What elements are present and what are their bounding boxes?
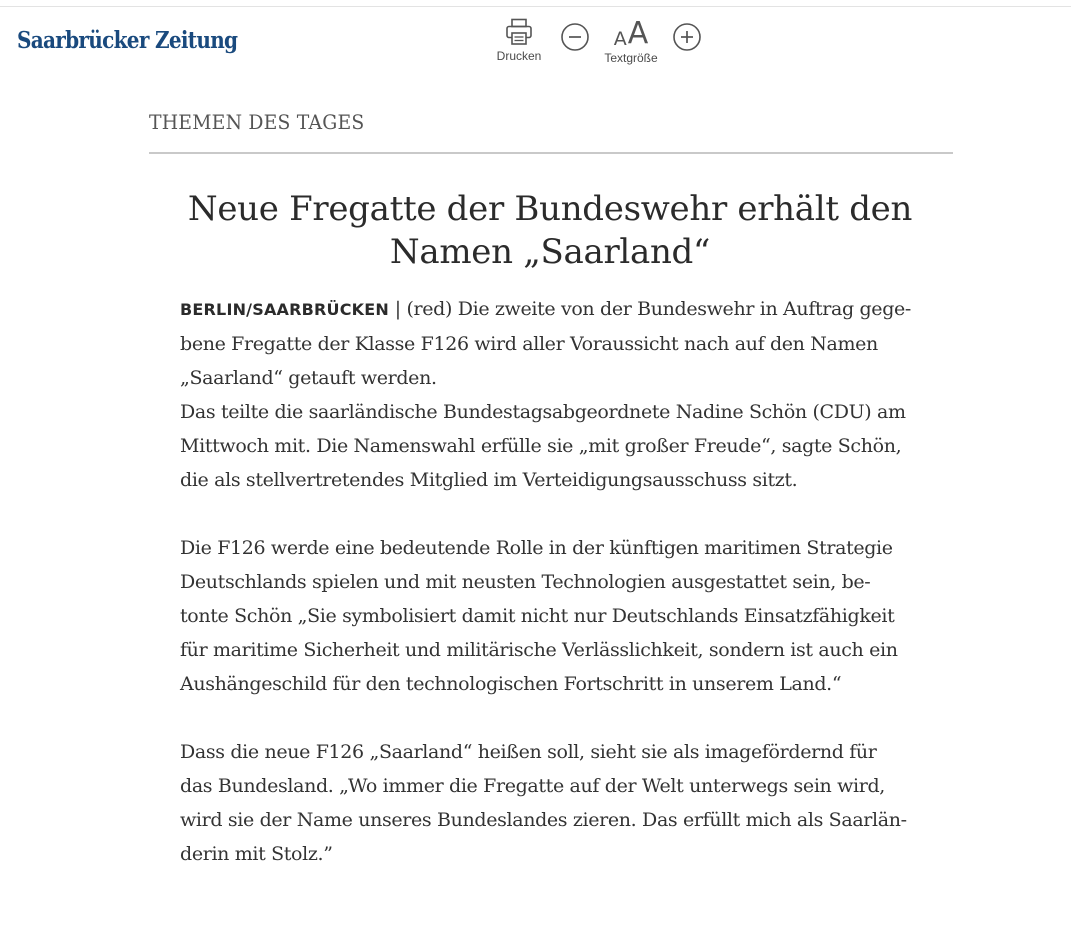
article-line (180, 292, 925, 327)
headline-line: Namen „Saarland“ (389, 232, 711, 272)
top-divider (0, 6, 1071, 7)
article-line: Dass die neue F126 „Saarland“ heißen soll, sieht sie als imagefördernd für (180, 741, 877, 763)
print-label: Drucken (496, 49, 542, 63)
article-line: für maritime Sicherheit und militärische Verlässlichkeit, sondern ist auch ein (180, 639, 898, 661)
print-button[interactable] (493, 17, 545, 63)
article-body (180, 292, 925, 905)
article-line: Aushängeschild für den technologischen Fortschritt in unserem Land.“ (180, 673, 842, 695)
printer-icon (504, 17, 534, 47)
article-line: derin mit Stolz.” (180, 843, 333, 865)
article-line: Die F126 werde eine bedeutende Rolle in der künftigen maritimen Strategie (180, 537, 893, 559)
text-size-glyph-large: A (627, 16, 649, 51)
text-size-icon (614, 18, 649, 49)
article-headline (160, 188, 940, 274)
increase-text-size-button[interactable] (672, 22, 702, 52)
article-line: wird sie der Name unseres Bundeslandes zieren. Das erfüllt mich als Saarlän- (180, 809, 907, 831)
article-paragraph (180, 735, 925, 871)
article-paragraph (180, 292, 925, 497)
article-line: Das teilte die saarländische Bundestagsabgeordnete Nadine Schön (CDU) am (180, 401, 906, 423)
article-line: die als stellvertretendes Mitglied im Verteidigungsausschuss sitzt. (180, 469, 798, 491)
dateline: BERLIN/SAARBRÜCKEN (180, 300, 390, 319)
plus-circle-icon (672, 22, 702, 52)
headline-line: Neue Fregatte der Bundeswehr erhält den (187, 189, 913, 229)
text-size-glyph-small: A (613, 28, 627, 50)
article-line: Deutschlands spielen und mit neusten Technologien ausgestattet sein, be- (180, 571, 871, 593)
section-label: THEMEN DES TAGES (149, 110, 365, 134)
text-size-label: Textgröße (604, 51, 658, 65)
text-size-control[interactable] (599, 18, 663, 65)
article-line: Mittwoch mit. Die Namenswahl erfülle sie „mit großer Freude“, sagte Schön, (180, 435, 902, 457)
dateline-separator: | (389, 298, 407, 320)
decrease-text-size-button[interactable] (560, 22, 590, 52)
article-line: tonte Schön „Sie symbolisiert damit nicht nur Deutschlands Einsatzfähigkeit (180, 605, 895, 627)
article-line: bene Fregatte der Klasse F126 wird aller Voraussicht nach auf den Namen (180, 333, 878, 355)
site-logo[interactable]: Saarbrücker Zeitung (17, 27, 238, 54)
article-line: das Bundesland. „Wo immer die Fregatte auf der Welt unterwegs sein wird, (180, 775, 886, 797)
article-paragraph (180, 531, 925, 701)
article-line: „Saarland“ getauft werden. (180, 367, 437, 389)
section-divider (149, 152, 953, 154)
minus-circle-icon (560, 22, 590, 52)
article-line-text: (red) Die zweite von der Bundeswehr in Auftrag gege- (406, 298, 911, 320)
